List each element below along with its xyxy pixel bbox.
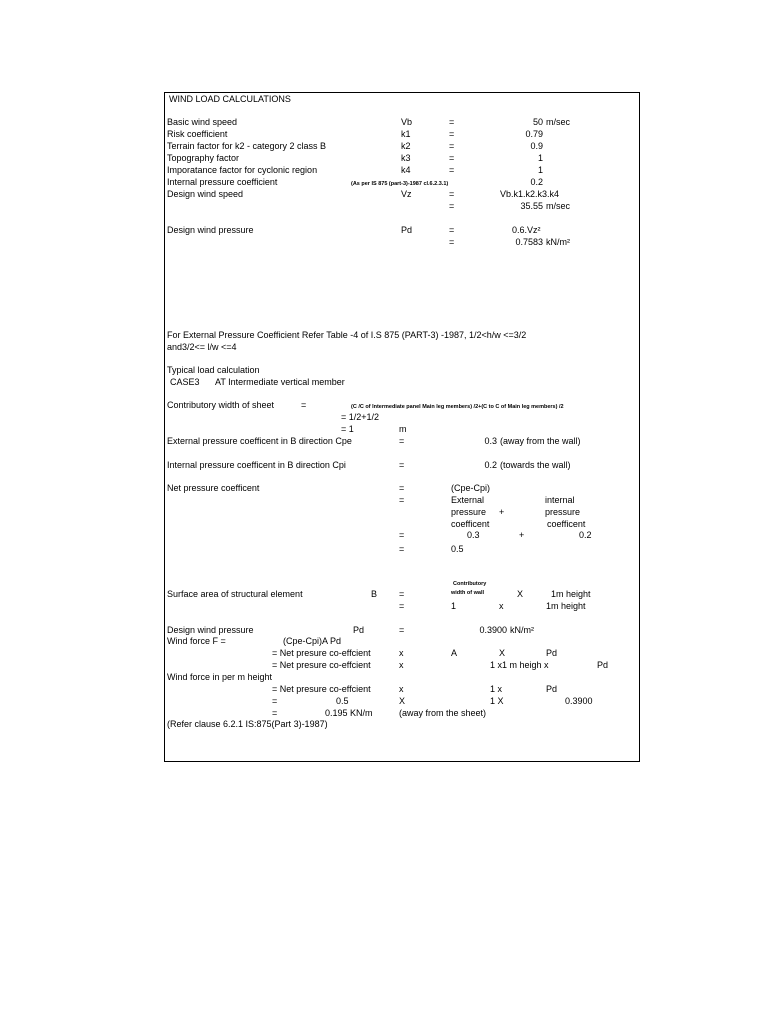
surface-equals-2: =	[399, 601, 405, 611]
case-description: AT Intermediate vertical member	[215, 377, 345, 387]
pd-symbol: Pd	[401, 225, 413, 235]
wind-force-per-m-note: (away from the sheet)	[399, 708, 487, 718]
surface-one: 1	[451, 601, 457, 611]
k2-value: 0.9	[530, 141, 543, 151]
net-external-1: External	[451, 495, 485, 505]
cpi-note: (towards the wall)	[500, 460, 571, 470]
vb-unit: m/sec	[546, 117, 571, 127]
surface-area-label: Surface area of structural element	[167, 589, 303, 599]
vz-formula: Vb.k1.k2.k3.k4	[500, 189, 560, 199]
design-wind-pressure-label: Design wind pressure	[167, 225, 254, 235]
wind-force-per-m-row-2-v: 0.5	[336, 696, 349, 706]
design-wind-pressure-2-unit: kN/m²	[510, 625, 534, 635]
k2-symbol: k2	[401, 141, 411, 151]
clause-reference: (Refer clause 6.2.1 IS:875(Part 3)-1987)	[167, 719, 328, 729]
vz-unit: m/sec	[546, 201, 571, 211]
surface-height-2: 1m height	[546, 601, 586, 611]
wind-force-formula: (Cpe-Cpi)A Pd	[283, 636, 342, 646]
net-result: 0.5	[451, 544, 464, 554]
surface-symbol: B	[371, 589, 378, 599]
design-wind-pressure-2-symbol: Pd	[353, 625, 365, 635]
topography-factor-label: Topography factor	[167, 153, 240, 163]
cpe-label: External pressure coefficent in B direction Cpe	[167, 436, 352, 446]
net-internal-1: internal	[545, 495, 575, 505]
surface-contributory-2: width of wall	[451, 590, 484, 596]
surface-contributory-1: Contributory	[453, 581, 487, 587]
terrain-factor-label: Terrain factor for k2 - category 2 class B	[167, 141, 327, 151]
design-wind-pressure-2-value: 0.3900	[479, 625, 507, 635]
contributory-width-label: Contributory width of sheet	[167, 400, 275, 410]
net-value-1: 0.3	[467, 530, 480, 540]
k4-symbol: k4	[401, 165, 411, 175]
internal-pressure-reference: (As per IS 875 (part-3)-1987 cl.6.2.3.1)	[351, 181, 449, 187]
cpi-label: Internal pressure coefficent in B direction Cpi	[167, 460, 346, 470]
wind-force-row-1-X: X	[499, 648, 506, 658]
wind-force-row-2-x: x	[399, 660, 404, 670]
vb-value: 50	[532, 117, 543, 127]
contributory-width-unit: m	[399, 424, 407, 434]
cpe-value: 0.3	[484, 436, 497, 446]
k3-equals: =	[449, 153, 455, 163]
importance-factor-label: Imporatance factor for cyclonic region	[167, 165, 318, 175]
k1-symbol: k1	[401, 129, 411, 139]
ipc-value: 0.2	[530, 177, 543, 187]
net-external-3: coefficent	[451, 519, 490, 529]
risk-coefficient-label: Risk coefficient	[167, 129, 228, 139]
pd-equals: =	[449, 225, 455, 235]
wind-force-per-m-row-1: = Net presure co-effcient	[272, 684, 371, 694]
vb-equals: =	[449, 117, 455, 127]
k1-value: 0.79	[525, 129, 543, 139]
net-equals-1: =	[399, 483, 405, 493]
vz-equals-2: =	[449, 201, 455, 211]
cpi-value: 0.2	[484, 460, 497, 470]
design-wind-pressure-2-equals: =	[399, 625, 405, 635]
pd-value: 0.7583	[515, 237, 543, 247]
wind-force-per-m-row-2-1X: 1 X	[490, 696, 504, 706]
wind-force-per-m-row-2-eq: =	[272, 696, 278, 706]
wind-force-per-m-row-3-eq: =	[272, 708, 278, 718]
wind-force-per-m-row-2-X: X	[399, 696, 406, 706]
net-internal-3: coefficent	[547, 519, 586, 529]
external-pressure-note-line-2: and3/2<= l/w <=4	[167, 342, 237, 352]
net-value-2: 0.2	[579, 530, 592, 540]
external-pressure-note-line-1: For External Pressure Coefficient Refer Table -4 of I.S 875 (PART-3) -1987, 1/2<h/w <=3/2	[167, 330, 527, 340]
k2-equals: =	[449, 141, 455, 151]
net-external-2: pressure	[451, 507, 487, 517]
wind-force-per-m-row-1-pd: Pd	[546, 684, 558, 694]
wind-force-label: Wind force F =	[167, 636, 226, 646]
wind-force-per-m-result: 0.195 KN/m	[325, 708, 373, 718]
pd-formula: 0.6.Vz²	[512, 225, 541, 235]
vz-equals: =	[449, 189, 455, 199]
surface-height-1: 1m height	[551, 589, 591, 599]
net-equals-4: =	[399, 544, 405, 554]
contributory-width-sum: = 1/2+1/2	[341, 412, 380, 422]
wind-force-per-m-row-2-val: 0.3900	[565, 696, 593, 706]
wind-force-row-2-mid: 1 x1 m heigh x	[490, 660, 549, 670]
vz-value: 35.55	[520, 201, 543, 211]
wind-force-row-2-pd: Pd	[597, 660, 609, 670]
net-internal-2: pressure	[545, 507, 581, 517]
contributory-width-result: = 1	[341, 424, 354, 434]
k1-equals: =	[449, 129, 455, 139]
design-wind-pressure-2-label: Design wind pressure	[167, 625, 254, 635]
sheet-title: WIND LOAD CALCULATIONS	[169, 94, 291, 104]
wind-force-per-m-row-1-x: x	[399, 684, 404, 694]
internal-pressure-coefficient-label: Internal pressure coefficient	[167, 177, 278, 187]
net-equals-3: =	[399, 530, 405, 540]
calculation-sheet	[164, 92, 640, 762]
k3-value: 1	[537, 153, 543, 163]
k4-equals: =	[449, 165, 455, 175]
net-pressure-label: Net pressure coefficent	[167, 483, 260, 493]
design-wind-speed-label: Design wind speed	[167, 189, 244, 199]
net-formula: (Cpe-Cpi)	[451, 483, 491, 493]
wind-force-row-1-a: A	[451, 648, 458, 658]
contributory-width-formula: (C /C of Intermediate panel Main leg members) /2+(C to C of Main leg members) /2	[351, 404, 564, 410]
k4-value: 1	[537, 165, 543, 175]
cpe-equals: =	[399, 436, 405, 446]
cpi-equals: =	[399, 460, 405, 470]
wind-force-row-1-pd: Pd	[546, 648, 558, 658]
cpe-note: (away from the wall)	[500, 436, 581, 446]
vz-symbol: Vz	[401, 189, 412, 199]
surface-x-1: X	[517, 589, 524, 599]
wind-force-per-m-row-1-1x: 1 x	[490, 684, 503, 694]
case-label: CASE3	[170, 377, 200, 387]
surface-x-2: x	[499, 601, 504, 611]
pd-equals-2: =	[449, 237, 455, 247]
k3-symbol: k3	[401, 153, 411, 163]
pd-unit: kN/m²	[546, 237, 570, 247]
typical-load-heading: Typical load calculation	[167, 365, 260, 375]
wind-force-row-1-x: x	[399, 648, 404, 658]
wind-force-per-m-label: Wind force in per m height	[167, 672, 273, 682]
wind-force-row-2: = Net presure co-effcient	[272, 660, 371, 670]
basic-wind-speed-label: Basic wind speed	[167, 117, 238, 127]
wind-force-row-1: = Net presure co-effcient	[272, 648, 371, 658]
surface-equals-1: =	[399, 589, 405, 599]
contributory-width-equals: =	[301, 400, 307, 410]
vb-symbol: Vb	[401, 117, 413, 127]
net-plus: +	[499, 507, 505, 517]
net-equals-2: =	[399, 495, 405, 505]
net-plus-2: +	[519, 530, 525, 540]
